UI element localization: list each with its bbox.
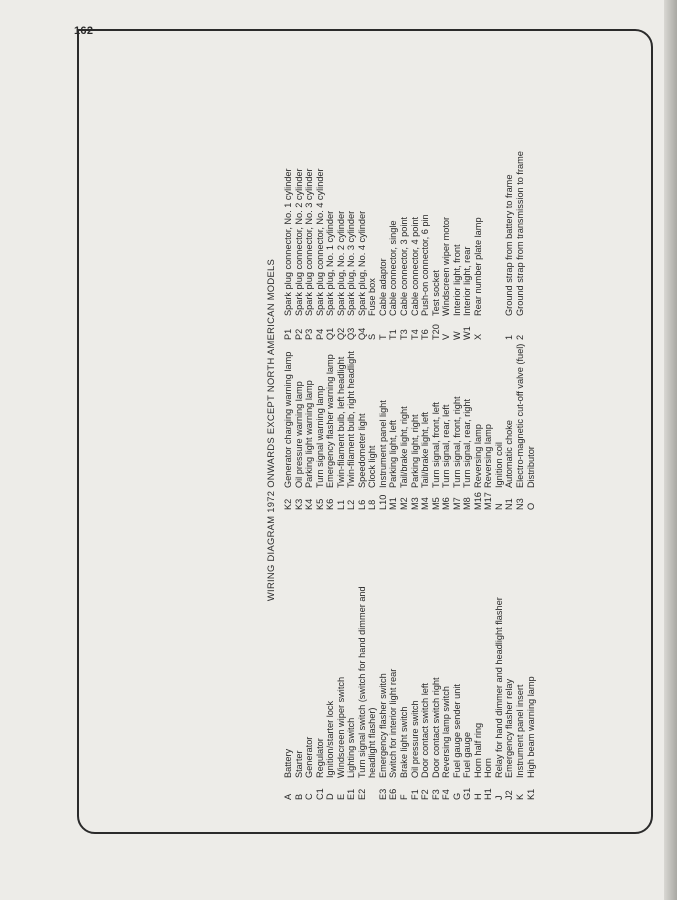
legend-code: P1 xyxy=(283,328,293,340)
legend-row xyxy=(483,151,494,340)
legend-row xyxy=(325,344,336,510)
legend-code: 1 xyxy=(504,334,515,340)
legend-code: Q1 xyxy=(325,327,336,340)
legend-row xyxy=(367,344,378,510)
legend-code: W1 xyxy=(462,326,473,340)
legend-code: M4 xyxy=(420,497,431,510)
legend-row xyxy=(526,586,537,800)
legend-code: M6 xyxy=(441,497,452,510)
legend-code: F1 xyxy=(409,789,420,800)
legend-code: A xyxy=(283,793,293,800)
legend-row xyxy=(431,151,442,340)
legend-row xyxy=(357,344,368,510)
legend-label: Relay for hand dimmer and headlight flasher xyxy=(493,597,504,778)
legend-row xyxy=(504,344,515,510)
legend-row xyxy=(452,344,463,510)
legend-row xyxy=(325,151,336,340)
legend-row xyxy=(494,151,505,340)
legend-label: Oil pressure switch xyxy=(409,700,420,778)
legend-label: Fuse box xyxy=(367,278,378,316)
legend-label: Fuel gauge xyxy=(462,732,473,778)
legend-code: P3 xyxy=(304,328,315,340)
legend-code: H xyxy=(472,793,483,800)
legend-code: H1 xyxy=(483,788,494,800)
legend-code: T4 xyxy=(409,329,420,340)
legend-row xyxy=(515,344,526,510)
legend-code: W xyxy=(451,331,462,340)
legend-code: T xyxy=(377,334,388,340)
legend-label: Emergency flasher relay xyxy=(504,678,515,778)
legend-row xyxy=(357,151,368,340)
legend-row xyxy=(367,151,378,340)
legend-label: Cable adaptor xyxy=(377,258,388,316)
legend-label: Tail/brake light, right xyxy=(399,406,410,488)
legend-label: Electro-magnetic cut-off valve (fuel) xyxy=(515,343,526,488)
book-binding-edge xyxy=(664,0,677,900)
legend-label: Turn signal switch (switch for hand dimmer and xyxy=(356,586,367,778)
legend-label: Starter xyxy=(293,750,304,778)
legend-code: L8 xyxy=(367,499,378,510)
legend-code: N1 xyxy=(504,498,515,510)
legend-row xyxy=(304,344,315,510)
legend-code: X xyxy=(472,333,483,340)
legend-code: L2 xyxy=(346,499,357,510)
legend-code: J xyxy=(493,795,504,800)
legend-row xyxy=(399,344,410,510)
legend-label: Push-on connector, 6 pin xyxy=(420,214,431,316)
page-title: WIRING DIAGRAM 1972 ONWARDS EXCEPT NORTH AMERICAN MODELS xyxy=(265,258,276,602)
legend-label: Lighting switch xyxy=(346,717,357,778)
legend-row xyxy=(315,344,326,510)
legend-code: F xyxy=(399,794,410,800)
legend-row xyxy=(378,344,389,510)
legend-code: J2 xyxy=(504,790,515,800)
legend-label: Turn signal, front, right xyxy=(451,396,462,488)
legend-label: Automatic choke xyxy=(504,420,515,488)
legend-label: Tail/brake light, left xyxy=(420,411,431,488)
legend-label: Spark plug connector, No. 4 cylinder xyxy=(314,168,325,316)
legend-label: Interior light, front xyxy=(451,244,462,316)
legend-row xyxy=(504,586,515,800)
legend-code: M17 xyxy=(483,492,494,510)
legend-code: T6 xyxy=(420,329,431,340)
legend-label: Generator charging warning lamp xyxy=(283,351,293,488)
legend-code xyxy=(494,316,505,340)
legend-label: Instrument panel insert xyxy=(515,684,526,778)
legend-code: M1 xyxy=(388,497,399,510)
legend-row xyxy=(504,151,515,340)
legend-label: Cable connector, single xyxy=(388,220,399,316)
legend-label: Spark plug connector, No. 1 cylinder xyxy=(283,168,293,316)
legend-code: P4 xyxy=(314,328,325,340)
legend-row xyxy=(388,344,399,510)
legend-code: 2 xyxy=(515,334,526,340)
legend-label: Cable connector, 4 point xyxy=(409,216,420,316)
legend-code: M16 xyxy=(472,492,483,510)
legend-code: F2 xyxy=(420,789,431,800)
legend-code: M3 xyxy=(409,497,420,510)
legend-row xyxy=(462,151,473,340)
legend-label: Reversing lamp switch xyxy=(441,686,452,778)
legend-row xyxy=(515,151,526,340)
legend-label: Turn signal, rear, left xyxy=(441,404,452,488)
legend-label: Spark plug, No. 4 cylinder xyxy=(356,210,367,316)
legend-code: T3 xyxy=(399,329,410,340)
legend-row xyxy=(346,344,357,510)
legend-code: K5 xyxy=(314,498,325,510)
legend-label: Ground strap from transmission to frame xyxy=(515,151,526,316)
legend-label: Ground strap from battery to frame xyxy=(504,174,515,316)
legend-label: Turn signal warning lamp xyxy=(314,385,325,488)
legend-label: High beam warning lamp xyxy=(525,676,536,778)
legend-row xyxy=(399,586,410,800)
legend-code: L10 xyxy=(377,494,388,510)
legend-code: Q3 xyxy=(346,327,357,340)
legend-row xyxy=(462,344,473,510)
legend-label: Instrument panel light xyxy=(377,400,388,488)
legend-code: K2 xyxy=(283,498,293,510)
legend-row xyxy=(378,151,389,340)
legend-row xyxy=(462,586,473,800)
legend-label: Speedometer light xyxy=(356,413,367,488)
legend-row xyxy=(357,586,368,800)
legend-row xyxy=(420,586,431,800)
legend-code: M7 xyxy=(451,497,462,510)
legend-row xyxy=(294,151,305,340)
legend-label: Windscreen wiper switch xyxy=(335,676,346,778)
legend-row xyxy=(336,586,347,800)
legend-row xyxy=(325,586,336,800)
legend-code: M8 xyxy=(462,497,473,510)
legend-row xyxy=(367,586,378,800)
legend-label: Emergency flasher warning lamp xyxy=(325,354,336,488)
legend-label: Interior light, rear xyxy=(462,246,473,316)
legend-row xyxy=(420,151,431,340)
legend-label: Battery xyxy=(283,748,293,778)
legend-code xyxy=(483,316,494,340)
legend-row xyxy=(473,586,484,800)
legend-code: G xyxy=(451,792,462,800)
legend-column-3 xyxy=(283,151,526,340)
legend-column-1 xyxy=(283,586,536,800)
legend-row xyxy=(315,151,326,340)
legend-code: K4 xyxy=(304,498,315,510)
legend-row xyxy=(304,586,315,800)
legend-row xyxy=(410,151,421,340)
legend-row xyxy=(315,586,326,800)
legend-row xyxy=(388,151,399,340)
legend-label: Spark plug, No. 1 cylinder xyxy=(325,210,336,316)
legend-label: Horn xyxy=(483,758,494,778)
legend-row xyxy=(283,151,294,340)
legend-label: Cable connector, 3 point xyxy=(399,216,410,316)
legend-row xyxy=(294,586,305,800)
legend-label: headlight flasher) xyxy=(367,707,378,778)
legend-label: Switch for interior light rear xyxy=(388,668,399,778)
legend-code: L1 xyxy=(335,499,346,510)
legend-label: Ignition/starter lock xyxy=(325,700,336,778)
legend-code: F4 xyxy=(441,789,452,800)
legend-label: Spark plug, No. 3 cylinder xyxy=(346,210,357,316)
legend-label: Parking light, left xyxy=(388,420,399,488)
legend-code: M2 xyxy=(399,497,410,510)
legend-row xyxy=(494,344,505,510)
legend-code: T20 xyxy=(430,324,441,340)
legend-code: M5 xyxy=(430,497,441,510)
legend-code: B xyxy=(293,793,304,800)
legend-code: K6 xyxy=(325,498,336,510)
legend-label: Distributor xyxy=(525,446,536,488)
legend-row xyxy=(378,586,389,800)
legend-code: K3 xyxy=(293,498,304,510)
legend-label: Door contact switch right xyxy=(430,677,441,778)
legend-code: Q2 xyxy=(335,327,346,340)
legend-label: Spark plug, No. 2 cylinder xyxy=(335,210,346,316)
legend-row xyxy=(304,151,315,340)
legend-row xyxy=(336,151,347,340)
legend-label: Rear number plate lamp xyxy=(472,217,483,316)
legend-column-2 xyxy=(283,344,536,510)
legend-row xyxy=(410,344,421,510)
legend-row xyxy=(410,586,421,800)
legend-row xyxy=(431,344,442,510)
legend-code: S xyxy=(367,333,378,340)
legend-label: Spark plug connector, No. 3 cylinder xyxy=(304,168,315,316)
legend-row xyxy=(441,586,452,800)
legend-row xyxy=(346,586,357,800)
legend-code: O xyxy=(525,502,536,510)
legend-label: Oil pressure warning lamp xyxy=(293,381,304,488)
legend-label: Spark plug connector, No. 2 cylinder xyxy=(293,168,304,316)
legend-row xyxy=(336,344,347,510)
legend-label: Ignition coil xyxy=(493,442,504,488)
legend-code: C1 xyxy=(314,788,325,800)
legend-label: Door contact switch left xyxy=(420,683,431,778)
legend-code: T1 xyxy=(388,329,399,340)
legend-code: D xyxy=(325,793,336,800)
legend-code: N xyxy=(493,503,504,510)
legend-code: V xyxy=(441,333,452,340)
legend-code: E2 xyxy=(356,788,367,800)
page-number: 162 xyxy=(74,25,94,37)
legend-label: Turn signal, front, left xyxy=(430,402,441,488)
legend-code: L6 xyxy=(356,499,367,510)
legend-code: P2 xyxy=(293,328,304,340)
legend-code: G1 xyxy=(462,787,473,800)
legend-row xyxy=(441,151,452,340)
legend-row xyxy=(526,344,537,510)
legend-label: Clock light xyxy=(367,445,378,488)
legend-row xyxy=(283,586,294,800)
legend-label: Emergency flasher switch xyxy=(377,673,388,778)
legend-label: Test socket xyxy=(430,270,441,316)
legend-code: E1 xyxy=(346,788,357,800)
legend-row xyxy=(473,151,484,340)
legend-code: C xyxy=(304,793,315,800)
legend-row xyxy=(388,586,399,800)
legend-row xyxy=(452,586,463,800)
legend-row xyxy=(441,344,452,510)
legend-row xyxy=(294,344,305,510)
legend-code: E xyxy=(335,793,346,800)
legend-row xyxy=(346,151,357,340)
legend-code: K xyxy=(515,793,526,800)
legend-row xyxy=(483,586,494,800)
legend-row xyxy=(283,344,294,510)
legend-row xyxy=(399,151,410,340)
legend-label: Generator xyxy=(304,736,315,778)
legend-label: Fuel gauge sender unit xyxy=(451,684,462,778)
legend-row xyxy=(420,344,431,510)
legend-label: Horn half ring xyxy=(472,722,483,778)
legend-code xyxy=(367,778,378,800)
legend-label: Parking light, right xyxy=(409,414,420,488)
legend-label: Reversing lamp xyxy=(472,424,483,488)
legend-label: Turn signal, rear, right xyxy=(462,398,473,488)
legend-code: N3 xyxy=(515,498,526,510)
legend-row xyxy=(483,344,494,510)
legend-label: Reversing lamp xyxy=(483,424,494,488)
legend-code: E6 xyxy=(388,788,399,800)
legend-code: K1 xyxy=(525,788,536,800)
legend-label: Regulator xyxy=(314,738,325,778)
legend-label: Brake light switch xyxy=(399,706,410,778)
legend-label: Twin-filament bulb, left headlight xyxy=(335,356,346,488)
legend-rotated xyxy=(265,60,536,800)
legend-label: Twin-filament bulb, right headlight xyxy=(346,351,357,488)
legend-code: Q4 xyxy=(356,327,367,340)
legend-row xyxy=(452,151,463,340)
legend-row xyxy=(494,586,505,800)
legend-label: Windscreen wiper motor xyxy=(441,216,452,316)
legend-row xyxy=(515,586,526,800)
legend-code: F3 xyxy=(430,789,441,800)
legend-label: Parking light warning lamp xyxy=(304,380,315,488)
legend-code: E3 xyxy=(377,788,388,800)
legend-row xyxy=(431,586,442,800)
legend-row xyxy=(473,344,484,510)
